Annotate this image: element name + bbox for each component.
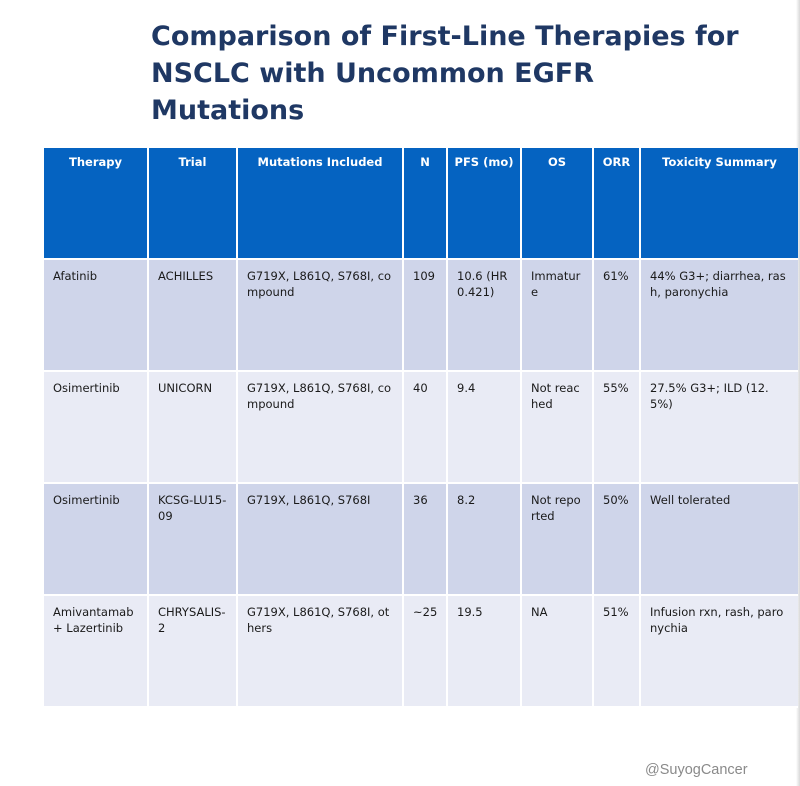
cell-pfs: 19.5 xyxy=(447,595,521,707)
watermark-handle: @SuyogCancer xyxy=(645,762,748,778)
table-row xyxy=(44,483,798,595)
cell-orr: 50% xyxy=(593,483,640,595)
cell-toxicity: Well tolerated xyxy=(640,483,798,595)
cell-n: 40 xyxy=(403,371,447,483)
cell-pfs: 8.2 xyxy=(447,483,521,595)
header-orr: ORR xyxy=(593,148,640,259)
header-mutations: Mutations Included xyxy=(237,148,403,259)
cell-orr: 61% xyxy=(593,259,640,371)
table-row xyxy=(44,371,798,483)
cell-os: NA xyxy=(521,595,593,707)
cell-os: Immature xyxy=(521,259,593,371)
table-header-row xyxy=(44,148,798,259)
header-therapy: Therapy xyxy=(44,148,148,259)
cell-os: Not reached xyxy=(521,371,593,483)
cell-n: 109 xyxy=(403,259,447,371)
cell-orr: 55% xyxy=(593,371,640,483)
cell-toxicity: 44% G3+; diarrhea, rash, paronychia xyxy=(640,259,798,371)
cell-pfs: 10.6 (HR 0.421) xyxy=(447,259,521,371)
cell-therapy: Amivantamab + Lazertinib xyxy=(44,595,148,707)
cell-mutations: G719X, L861Q, S768I, compound xyxy=(237,371,403,483)
slide-title xyxy=(151,18,739,129)
header-os: OS xyxy=(521,148,593,259)
header-toxicity: Toxicity Summary xyxy=(640,148,798,259)
cell-mutations: G719X, L861Q, S768I, compound xyxy=(237,259,403,371)
cell-toxicity: Infusion rxn, rash, paronychia xyxy=(640,595,798,707)
cell-os: Not reported xyxy=(521,483,593,595)
table-row xyxy=(44,595,798,707)
cell-mutations: G719X, L861Q, S768I xyxy=(237,483,403,595)
cell-orr: 51% xyxy=(593,595,640,707)
header-trial: Trial xyxy=(148,148,237,259)
cell-trial: ACHILLES xyxy=(148,259,237,371)
header-n: N xyxy=(403,148,447,259)
cell-trial: KCSG-LU15-09 xyxy=(148,483,237,595)
cell-n: 36 xyxy=(403,483,447,595)
slide-title-line-2: NSCLC with Uncommon EGFR xyxy=(151,58,594,89)
cell-mutations: G719X, L861Q, S768I, others xyxy=(237,595,403,707)
table-row xyxy=(44,259,798,371)
slide-title-line-3: Mutations xyxy=(151,95,305,126)
slide-title-line-1: Comparison of First-Line Therapies for xyxy=(151,21,739,52)
cell-therapy: Osimertinib xyxy=(44,371,148,483)
therapy-comparison-table xyxy=(44,148,798,708)
cell-therapy: Osimertinib xyxy=(44,483,148,595)
cell-trial: UNICORN xyxy=(148,371,237,483)
header-pfs: PFS (mo) xyxy=(447,148,521,259)
cell-toxicity: 27.5% G3+; ILD (12.5%) xyxy=(640,371,798,483)
cell-pfs: 9.4 xyxy=(447,371,521,483)
cell-therapy: Afatinib xyxy=(44,259,148,371)
cell-trial: CHRYSALIS-2 xyxy=(148,595,237,707)
cell-n: ~25 xyxy=(403,595,447,707)
